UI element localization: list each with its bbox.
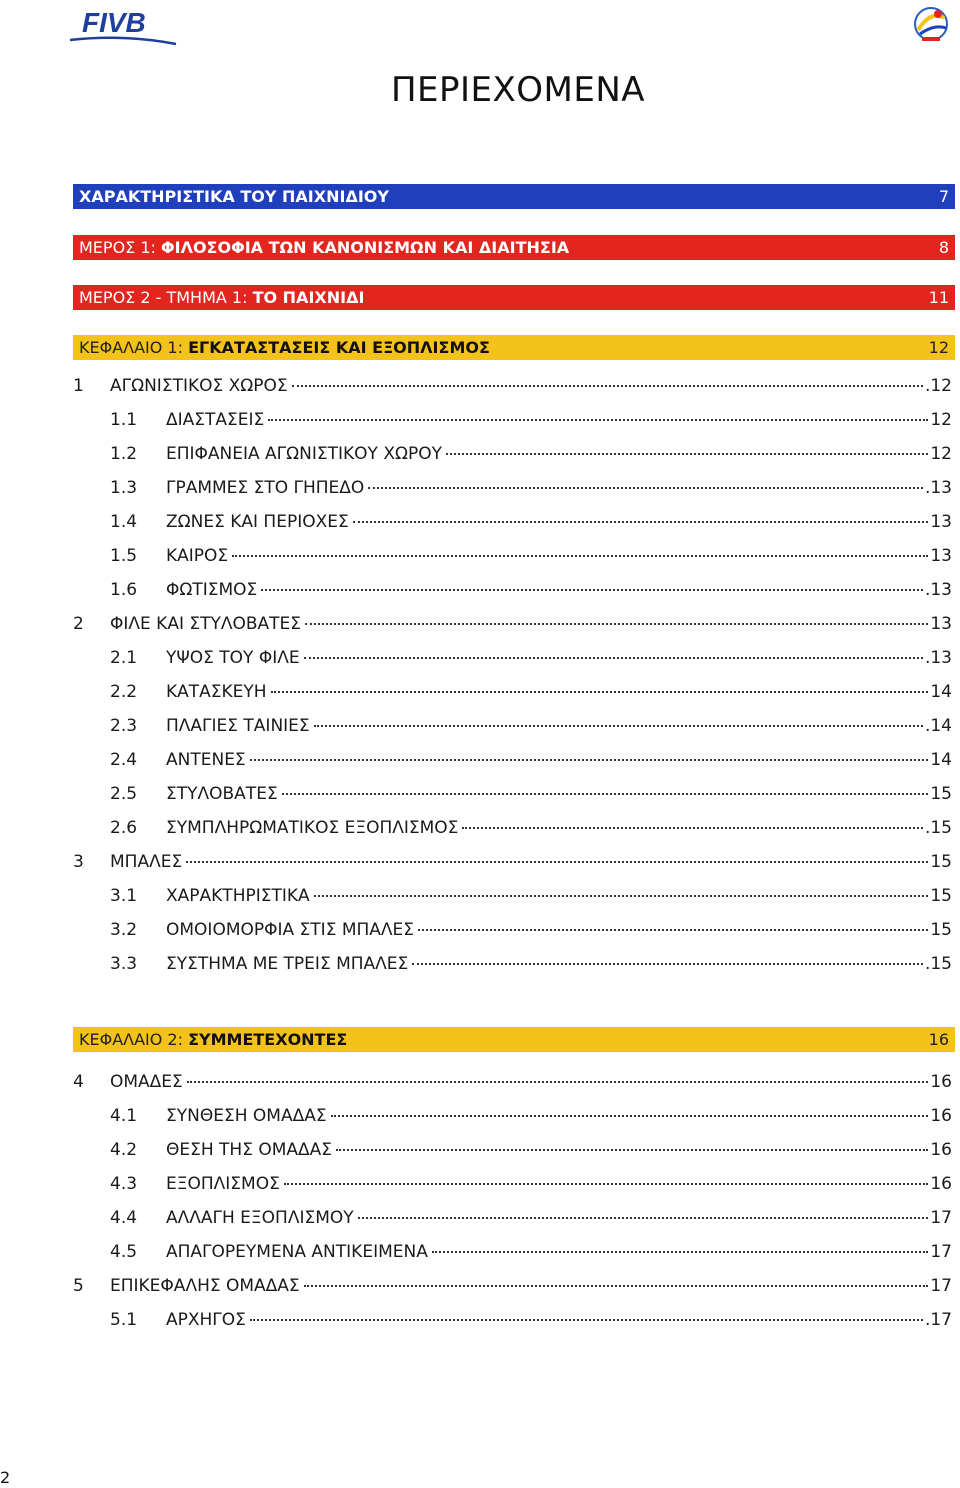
bar-page-number: 12: [928, 338, 949, 357]
dot-leader: [336, 1149, 928, 1151]
section-bar-chapter-2[interactable]: [73, 1027, 955, 1052]
dot-leader: [186, 861, 928, 863]
toc-entry[interactable]: [73, 1072, 952, 1094]
toc-entry[interactable]: [110, 1106, 952, 1128]
toc-entry-page: 13: [930, 614, 952, 634]
toc-entry-label: ΑΠΑΓΟΡΕΥΜΕΝΑ ΑΝΤΙΚΕΙΜΕΝΑ: [166, 1242, 428, 1262]
bar-page-number: 7: [938, 187, 949, 206]
dot-leader: [432, 1251, 929, 1253]
toc-entry-page: 15: [930, 784, 952, 804]
toc-entry[interactable]: [73, 1276, 952, 1298]
toc-entry-label: ΑΓΩΝΙΣΤΙΚΟΣ ΧΩΡΟΣ: [110, 376, 288, 396]
toc-entry-number: 3.2: [110, 920, 138, 940]
bar-text: ΚΕΦΑΛΑΙΟ 1: ΕΓΚΑΤΑΣΤΑΣΕΙΣ ΚΑΙ ΕΞΟΠΛΙΣΜΟΣ: [79, 338, 490, 357]
toc-entry[interactable]: [73, 376, 952, 398]
toc-entry-number: 1.6: [110, 580, 138, 600]
volleyball-emblem-icon: [908, 4, 954, 44]
toc-entry-number: 1.3: [110, 478, 138, 498]
toc-entry-page: 12: [930, 410, 952, 430]
dot-leader: [418, 929, 928, 931]
toc-entry-label: ΠΛΑΓΙΕΣ ΤΑΙΝΙΕΣ: [166, 716, 310, 736]
toc-entry[interactable]: [110, 954, 952, 976]
bar-page-number: 11: [928, 288, 949, 307]
toc-entry-number: 5.1: [110, 1310, 138, 1330]
dot-leader: [292, 385, 923, 387]
toc-entry-label: ΕΞΟΠΛΙΣΜΟΣ: [166, 1174, 280, 1194]
bar-page-number: 16: [928, 1030, 949, 1049]
toc-entry[interactable]: [110, 716, 952, 738]
toc-entry[interactable]: [110, 410, 952, 432]
toc-entry[interactable]: [110, 1242, 952, 1264]
toc-entry-page: 16: [930, 1106, 952, 1126]
toc-entry-page: .13: [924, 648, 952, 668]
toc-entry[interactable]: [110, 512, 952, 534]
page-title: ΠΕΡΙΕΧΟΜΕΝΑ: [390, 70, 646, 110]
toc-entry-number: 1.2: [110, 444, 138, 464]
toc-entry[interactable]: [110, 750, 952, 772]
toc-entry-page: 16: [930, 1140, 952, 1160]
toc-entry-page: 15: [930, 920, 952, 940]
toc-entry-page: 15: [930, 852, 952, 872]
bar-page-number: 8: [938, 238, 949, 257]
toc-entry-page: 16: [930, 1174, 952, 1194]
dot-leader: [284, 1183, 929, 1185]
toc-entry[interactable]: [110, 546, 952, 568]
toc-entry-number: 2.1: [110, 648, 138, 668]
dot-leader: [271, 691, 929, 693]
toc-entry-page: .13: [924, 478, 952, 498]
toc-entry[interactable]: [110, 1310, 952, 1332]
dot-leader: [314, 895, 929, 897]
toc-entry[interactable]: [110, 682, 952, 704]
toc-entry-label: ΘΕΣΗ ΤΗΣ ΟΜΑΔΑΣ: [166, 1140, 333, 1160]
toc-entry-label: ΣΥΝΘΕΣΗ ΟΜΑΔΑΣ: [166, 1106, 327, 1126]
toc-entry-page: 16: [930, 1072, 952, 1092]
toc-entry[interactable]: [73, 852, 952, 874]
dot-leader: [358, 1217, 929, 1219]
toc-entry-page: 13: [930, 546, 952, 566]
toc-entry-number: 2.2: [110, 682, 138, 702]
dot-leader: [250, 759, 929, 761]
toc-entry[interactable]: [110, 886, 952, 908]
toc-entry-number: 4.5: [110, 1242, 138, 1262]
toc-entry-label: ΣΤΥΛΟΒΑΤΕΣ: [166, 784, 278, 804]
fivb-logo: [68, 4, 178, 46]
bar-text: ΜΕΡΟΣ 1: ΦΙΛΟΣΟΦΙΑ ΤΩΝ ΚΑΝΟΝΙΣΜΩΝ ΚΑΙ ΔΙΑΙΤΗΣΙΑ: [79, 238, 570, 257]
toc-entry-number: 2.4: [110, 750, 138, 770]
dot-leader: [331, 1115, 929, 1117]
toc-entry-number: 3.3: [110, 954, 138, 974]
toc-entry[interactable]: [110, 784, 952, 806]
toc-entry-label: ΣΥΣΤΗΜΑ ΜΕ ΤΡΕΙΣ ΜΠΑΛΕΣ: [166, 954, 409, 974]
toc-entry-page: 14: [930, 750, 952, 770]
toc-entry-page: .12: [924, 376, 952, 396]
dot-leader: [304, 1285, 929, 1287]
toc-entry-number: 2.3: [110, 716, 138, 736]
toc-entry-number: 4.2: [110, 1140, 138, 1160]
toc-entry-label: ΑΝΤΕΝΕΣ: [166, 750, 246, 770]
toc-entry[interactable]: [110, 1140, 952, 1162]
toc-entry[interactable]: [110, 580, 952, 602]
toc-entry[interactable]: [110, 818, 952, 840]
toc-entry-number: 3: [73, 852, 84, 872]
toc-entry-label: ΕΠΙΚΕΦΑΛΗΣ ΟΜΑΔΑΣ: [110, 1276, 300, 1296]
toc-entry-label: ΖΩΝΕΣ ΚΑΙ ΠΕΡΙΟΧΕΣ: [166, 512, 349, 532]
toc-entry-number: 1.4: [110, 512, 138, 532]
toc-entry-number: 2: [73, 614, 84, 634]
toc-entry-number: 1.5: [110, 546, 138, 566]
dot-leader: [305, 623, 928, 625]
toc-entry-label: ΑΛΛΑΓΗ ΕΞΟΠΛΙΣΜΟΥ: [166, 1208, 354, 1228]
toc-entry-page: 15: [930, 886, 952, 906]
section-bar-game-characteristics[interactable]: [73, 184, 955, 209]
section-bar-part-1[interactable]: [73, 235, 955, 260]
toc-entry-label: ΧΑΡΑΚΤΗΡΙΣΤΙΚΑ: [166, 886, 310, 906]
toc-entry-label: ΚΑΤΑΣΚΕΥΗ: [166, 682, 267, 702]
toc-entry-page: 17: [930, 1242, 952, 1262]
toc-entry[interactable]: [110, 444, 952, 466]
toc-entry-page: .13: [924, 580, 952, 600]
toc-entry[interactable]: [110, 920, 952, 942]
toc-entry-number: 2.6: [110, 818, 138, 838]
toc-entry-label: ΑΡΧΗΓΟΣ: [166, 1310, 246, 1330]
toc-entry-label: ΕΠΙΦΑΝΕΙΑ ΑΓΩΝΙΣΤΙΚΟΥ ΧΩΡΟΥ: [166, 444, 442, 464]
dot-leader: [268, 419, 928, 421]
toc-entry-label: ΜΠΑΛΕΣ: [110, 852, 183, 872]
toc-entry-label: ΓΡΑΜΜΕΣ ΣΤΟ ΓΗΠΕΔΟ: [166, 478, 365, 498]
toc-entry-number: 1: [73, 376, 84, 396]
toc-entry-page: 14: [930, 682, 952, 702]
toc-entry-number: 3.1: [110, 886, 138, 906]
toc-entry-page: 17: [930, 1208, 952, 1228]
toc-entry-page: .17: [924, 1310, 952, 1330]
toc-entry-number: 2.5: [110, 784, 138, 804]
dot-leader: [368, 487, 923, 489]
toc-entry-label: ΚΑΙΡΟΣ: [166, 546, 229, 566]
toc-entry-label: ΦΩΤΙΣΜΟΣ: [166, 580, 258, 600]
toc-entry-number: 4: [73, 1072, 84, 1092]
toc-entry-page: .14: [924, 716, 952, 736]
toc-entry-label: ΦΙΛΕ ΚΑΙ ΣΤΥΛΟΒΑΤΕΣ: [110, 614, 302, 634]
toc-entry-number: 4.3: [110, 1174, 138, 1194]
dot-leader: [412, 963, 923, 965]
toc-entry-number: 5: [73, 1276, 84, 1296]
toc-entry-number: 4.4: [110, 1208, 138, 1228]
dot-leader: [187, 1081, 929, 1083]
toc-entry-number: 4.1: [110, 1106, 138, 1126]
dot-leader: [462, 827, 923, 829]
dot-leader: [446, 453, 928, 455]
toc-entry[interactable]: [110, 1208, 952, 1230]
toc-entry-page: 13: [930, 512, 952, 532]
bar-text: ΜΕΡΟΣ 2 - ΤΜΗΜΑ 1: ΤΟ ΠΑΙΧΝΙΔΙ: [79, 288, 365, 307]
dot-leader: [353, 521, 929, 523]
toc-entry-page: 12: [930, 444, 952, 464]
toc-entry[interactable]: [73, 614, 952, 636]
bar-text: ΚΕΦΑΛΑΙΟ 2: ΣΥΜΜΕΤΕΧΟΝΤΕΣ: [79, 1030, 348, 1049]
dot-leader: [304, 657, 923, 659]
toc-entry-label: ΟΜΑΔΕΣ: [110, 1072, 183, 1092]
bar-text: ΧΑΡΑΚΤΗΡΙΣΤΙΚΑ ΤΟΥ ΠΑΙΧΝΙΔΙΟΥ: [79, 187, 389, 206]
toc-entry-label: ΣΥΜΠΛΗΡΩΜΑΤΙΚΟΣ ΕΞΟΠΛΙΣΜΟΣ: [166, 818, 459, 838]
section-bar-chapter-1[interactable]: [73, 335, 955, 360]
dot-leader: [282, 793, 929, 795]
toc-entry[interactable]: [110, 478, 952, 500]
toc-entry-page: .15: [924, 954, 952, 974]
toc-entry-page: 17: [930, 1276, 952, 1296]
dot-leader: [232, 555, 928, 557]
toc-entry-number: 1.1: [110, 410, 138, 430]
toc-entry-label: ΔΙΑΣΤΑΣΕΙΣ: [166, 410, 265, 430]
toc-entry-label: ΟΜΟΙΟΜΟΡΦΙΑ ΣΤΙΣ ΜΠΑΛΕΣ: [166, 920, 415, 940]
toc-entry-page: .15: [924, 818, 952, 838]
dot-leader: [261, 589, 923, 591]
toc-entry[interactable]: [110, 1174, 952, 1196]
dot-leader: [314, 725, 923, 727]
page-number: 2: [0, 1468, 11, 1487]
toc-entry-label: ΥΨΟΣ ΤΟΥ ΦΙΛΕ: [166, 648, 300, 668]
fivb-logo-text: FIVB: [82, 7, 146, 38]
section-bar-part-2[interactable]: [73, 285, 955, 310]
toc-entry[interactable]: [110, 648, 952, 670]
dot-leader: [250, 1319, 923, 1321]
